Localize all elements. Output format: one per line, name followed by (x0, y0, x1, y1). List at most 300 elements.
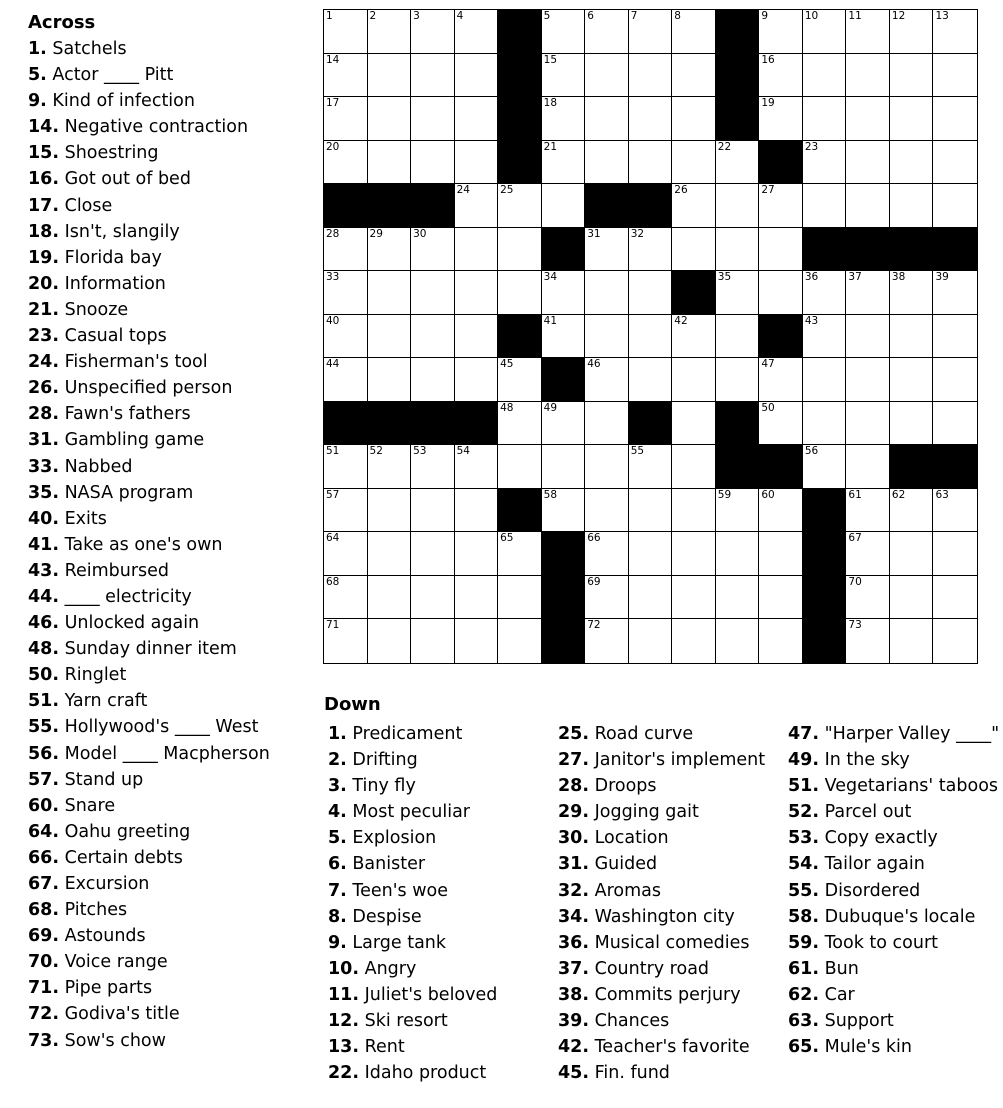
grid-cell[interactable] (803, 402, 847, 446)
grid-cell[interactable] (498, 358, 542, 402)
grid-cell[interactable] (324, 10, 368, 54)
clue-item[interactable] (28, 897, 318, 923)
grid-cell[interactable] (542, 10, 586, 54)
grid-cell[interactable] (933, 532, 977, 576)
cell-number: 8 (674, 10, 681, 22)
clue-item[interactable] (788, 773, 999, 799)
grid-cell[interactable] (455, 576, 499, 620)
clue-item[interactable] (28, 714, 318, 740)
down-clues-column-3 (788, 721, 999, 1060)
grid-cell[interactable] (411, 228, 455, 272)
clue-item[interactable] (558, 1060, 765, 1086)
clue-item[interactable] (28, 636, 318, 662)
grid-cell[interactable] (672, 576, 716, 620)
grid-cell[interactable] (890, 141, 934, 185)
clue-item[interactable] (28, 401, 318, 427)
grid-cell[interactable] (933, 619, 977, 663)
grid-cell[interactable] (368, 141, 412, 185)
grid-cell[interactable] (455, 271, 499, 315)
clue-item[interactable] (558, 982, 765, 1008)
clue-item[interactable] (558, 1034, 765, 1060)
grid-cell[interactable] (542, 489, 586, 533)
clue-item[interactable] (328, 851, 497, 877)
clue-item[interactable] (28, 1028, 318, 1054)
grid-cell[interactable] (455, 184, 499, 228)
clue-item[interactable] (28, 114, 318, 140)
grid-cell[interactable] (716, 228, 760, 272)
grid-cell[interactable] (759, 271, 803, 315)
grid-cell[interactable] (672, 141, 716, 185)
grid-cell[interactable] (672, 54, 716, 98)
clue-item[interactable] (28, 741, 318, 767)
clue-item[interactable] (558, 904, 765, 930)
grid-cell[interactable] (803, 184, 847, 228)
grid-cell[interactable] (585, 532, 629, 576)
clue-item[interactable] (328, 878, 497, 904)
grid-cell[interactable] (324, 489, 368, 533)
clue-item[interactable] (788, 1034, 999, 1060)
grid-cell[interactable] (846, 97, 890, 141)
clue-item[interactable] (788, 799, 999, 825)
grid-cell[interactable] (629, 141, 673, 185)
grid-cell[interactable] (803, 315, 847, 359)
grid-cell[interactable] (498, 402, 542, 446)
grid-cell[interactable] (759, 402, 803, 446)
grid-cell[interactable] (498, 445, 542, 489)
grid-cell[interactable] (411, 141, 455, 185)
clue-item[interactable] (788, 721, 999, 747)
grid-cell[interactable] (759, 54, 803, 98)
grid-cell[interactable] (585, 445, 629, 489)
clue-text: Tailor again (824, 854, 925, 875)
grid-cell[interactable] (542, 97, 586, 141)
clue-item[interactable] (28, 819, 318, 845)
grid-cell[interactable] (585, 54, 629, 98)
grid-cell[interactable] (716, 184, 760, 228)
grid-cell[interactable] (585, 271, 629, 315)
clue-item[interactable] (28, 506, 318, 532)
clue-item[interactable] (28, 271, 318, 297)
clue-text: Close (64, 195, 113, 216)
grid-cell[interactable] (716, 358, 760, 402)
clue-item[interactable] (28, 1001, 318, 1027)
clue-item[interactable] (558, 930, 765, 956)
clue-item[interactable] (328, 1034, 497, 1060)
clue-item[interactable] (558, 878, 765, 904)
grid-cell[interactable] (542, 445, 586, 489)
grid-cell[interactable] (629, 532, 673, 576)
grid-cell[interactable] (803, 141, 847, 185)
grid-cell[interactable] (933, 10, 977, 54)
grid-cell[interactable] (324, 141, 368, 185)
grid-cell[interactable] (455, 358, 499, 402)
grid-cell[interactable] (890, 358, 934, 402)
clue-item[interactable] (28, 480, 318, 506)
clue-item[interactable] (788, 1008, 999, 1034)
grid-cell[interactable] (629, 97, 673, 141)
grid-cell[interactable] (368, 445, 412, 489)
grid-cell[interactable] (846, 576, 890, 620)
clue-item[interactable] (28, 62, 318, 88)
grid-cell[interactable] (455, 315, 499, 359)
grid-cell[interactable] (498, 619, 542, 663)
grid-cell[interactable] (759, 358, 803, 402)
grid-cell[interactable] (455, 619, 499, 663)
grid-cell[interactable] (498, 576, 542, 620)
clue-number: 62. (788, 984, 820, 1005)
grid-cell[interactable] (368, 358, 412, 402)
grid-cell[interactable] (629, 271, 673, 315)
grid-cell[interactable] (629, 315, 673, 359)
grid-cell[interactable] (672, 532, 716, 576)
cell-number: 22 (717, 140, 732, 153)
grid-cell[interactable] (324, 97, 368, 141)
grid-cell[interactable] (629, 445, 673, 489)
clue-item[interactable] (328, 930, 497, 956)
grid-cell[interactable] (629, 228, 673, 272)
clue-item[interactable] (328, 1008, 497, 1034)
grid-cell[interactable] (759, 97, 803, 141)
grid-cell[interactable] (846, 141, 890, 185)
grid-cell[interactable] (890, 10, 934, 54)
grid-cell[interactable] (585, 10, 629, 54)
grid-cell[interactable] (455, 532, 499, 576)
clue-item[interactable] (28, 297, 318, 323)
grid-cell[interactable] (846, 184, 890, 228)
grid-cell[interactable] (716, 489, 760, 533)
grid-block (716, 97, 760, 141)
clue-item[interactable] (28, 193, 318, 219)
grid-cell[interactable] (324, 228, 368, 272)
grid-cell[interactable] (585, 489, 629, 533)
grid-cell[interactable] (846, 54, 890, 98)
grid-cell[interactable] (759, 619, 803, 663)
clue-item[interactable] (558, 773, 765, 799)
clue-item[interactable] (788, 930, 999, 956)
grid-cell[interactable] (759, 532, 803, 576)
grid-cell[interactable] (846, 271, 890, 315)
grid-cell[interactable] (542, 54, 586, 98)
clue-text: Stand up (64, 769, 144, 790)
grid-cell[interactable] (368, 315, 412, 359)
clue-item[interactable] (28, 454, 318, 480)
clue-item[interactable] (788, 747, 999, 773)
clue-item[interactable] (28, 949, 318, 975)
clue-number: 70. (28, 952, 60, 973)
cell-number: 6 (587, 10, 594, 22)
grid-cell[interactable] (716, 271, 760, 315)
clue-item[interactable] (558, 851, 765, 877)
clue-item[interactable] (328, 982, 497, 1008)
clue-item[interactable] (328, 773, 497, 799)
clue-item[interactable] (28, 793, 318, 819)
grid-cell[interactable] (585, 315, 629, 359)
crossword-grid[interactable] (323, 9, 978, 664)
clue-item[interactable] (28, 584, 318, 610)
grid-cell[interactable] (368, 54, 412, 98)
clue-text: Fin. fund (594, 1063, 670, 1084)
clue-number: 42. (558, 1037, 590, 1058)
grid-cell[interactable] (803, 445, 847, 489)
grid-cell[interactable] (629, 358, 673, 402)
grid-cell[interactable] (629, 576, 673, 620)
grid-cell[interactable] (629, 619, 673, 663)
grid-cell[interactable] (846, 358, 890, 402)
grid-cell[interactable] (411, 358, 455, 402)
clue-number: 9. (328, 932, 347, 953)
clue-item[interactable] (788, 904, 999, 930)
grid-cell[interactable] (716, 315, 760, 359)
clue-text: Unlocked again (64, 613, 200, 634)
grid-cell[interactable] (324, 358, 368, 402)
clue-number: 51. (28, 691, 60, 712)
grid-cell[interactable] (672, 402, 716, 446)
clue-text: Dubuque's locale (824, 906, 976, 927)
grid-cell[interactable] (585, 141, 629, 185)
grid-cell[interactable] (455, 54, 499, 98)
grid-cell[interactable] (411, 315, 455, 359)
cell-number: 23 (804, 140, 819, 153)
clue-item[interactable] (328, 956, 497, 982)
clue-text: Vegetarians' taboos (824, 776, 999, 797)
grid-cell[interactable] (846, 445, 890, 489)
grid-cell[interactable] (585, 97, 629, 141)
grid-cell[interactable] (933, 489, 977, 533)
clue-item[interactable] (28, 375, 318, 401)
grid-cell[interactable] (846, 532, 890, 576)
clue-text: Yarn craft (64, 691, 148, 712)
grid-cell[interactable] (803, 10, 847, 54)
clue-item[interactable] (28, 767, 318, 793)
clue-item[interactable] (28, 610, 318, 636)
grid-cell[interactable] (890, 271, 934, 315)
grid-cell[interactable] (324, 54, 368, 98)
clue-item[interactable] (788, 825, 999, 851)
grid-cell[interactable] (542, 315, 586, 359)
grid-cell[interactable] (585, 402, 629, 446)
grid-cell[interactable] (759, 184, 803, 228)
grid-cell[interactable] (890, 489, 934, 533)
grid-cell[interactable] (498, 271, 542, 315)
grid-cell[interactable] (890, 402, 934, 446)
clue-item[interactable] (28, 349, 318, 375)
grid-cell[interactable] (890, 576, 934, 620)
clue-item[interactable] (28, 166, 318, 192)
clue-item[interactable] (28, 662, 318, 688)
grid-cell[interactable] (324, 315, 368, 359)
grid-cell[interactable] (933, 97, 977, 141)
clue-item[interactable] (28, 140, 318, 166)
grid-cell[interactable] (324, 271, 368, 315)
grid-cell[interactable] (585, 358, 629, 402)
grid-cell[interactable] (411, 10, 455, 54)
clue-text: Certain debts (64, 847, 183, 868)
grid-cell[interactable] (368, 228, 412, 272)
grid-cell[interactable] (368, 10, 412, 54)
clue-item[interactable] (328, 904, 497, 930)
grid-cell[interactable] (455, 228, 499, 272)
grid-cell[interactable] (411, 619, 455, 663)
clue-item[interactable] (28, 427, 318, 453)
grid-cell[interactable] (411, 271, 455, 315)
clue-text: Copy exactly (824, 828, 938, 849)
grid-cell[interactable] (411, 489, 455, 533)
clue-item[interactable] (558, 747, 765, 773)
grid-cell[interactable] (368, 489, 412, 533)
grid-cell[interactable] (890, 532, 934, 576)
grid-cell[interactable] (324, 445, 368, 489)
grid-cell[interactable] (629, 489, 673, 533)
clue-number: 1. (28, 39, 47, 59)
grid-cell[interactable] (324, 619, 368, 663)
grid-cell[interactable] (455, 10, 499, 54)
grid-cell[interactable] (672, 445, 716, 489)
clue-text: Musical comedies (594, 932, 750, 953)
clue-item[interactable] (28, 923, 318, 949)
grid-cell[interactable] (368, 97, 412, 141)
clue-item[interactable] (788, 982, 999, 1008)
grid-cell[interactable] (716, 141, 760, 185)
grid-cell[interactable] (933, 315, 977, 359)
grid-cell[interactable] (585, 619, 629, 663)
grid-cell[interactable] (585, 576, 629, 620)
clue-item[interactable] (328, 1060, 497, 1086)
grid-cell[interactable] (759, 576, 803, 620)
grid-cell[interactable] (803, 271, 847, 315)
grid-cell[interactable] (368, 619, 412, 663)
grid-cell[interactable] (498, 532, 542, 576)
grid-cell[interactable] (716, 576, 760, 620)
clue-text: In the sky (824, 750, 910, 771)
grid-cell[interactable] (411, 445, 455, 489)
cell-number: 42 (674, 314, 688, 327)
grid-cell[interactable] (411, 54, 455, 98)
grid-cell[interactable] (759, 228, 803, 272)
grid-cell[interactable] (716, 619, 760, 663)
clue-item[interactable] (28, 219, 318, 245)
grid-cell[interactable] (368, 532, 412, 576)
grid-cell[interactable] (890, 54, 934, 98)
grid-cell[interactable] (455, 445, 499, 489)
grid-cell[interactable] (716, 532, 760, 576)
grid-cell[interactable] (890, 184, 934, 228)
grid-cell[interactable] (933, 358, 977, 402)
grid-cell[interactable] (846, 315, 890, 359)
grid-cell[interactable] (498, 228, 542, 272)
grid-cell[interactable] (759, 489, 803, 533)
grid-cell[interactable] (846, 10, 890, 54)
grid-cell[interactable] (933, 54, 977, 98)
grid-cell[interactable] (498, 184, 542, 228)
clue-item[interactable] (28, 88, 318, 114)
clue-item[interactable] (28, 871, 318, 897)
grid-cell[interactable] (542, 141, 586, 185)
grid-cell[interactable] (890, 619, 934, 663)
grid-cell[interactable] (324, 576, 368, 620)
clue-text: Pipe parts (64, 978, 153, 999)
grid-cell[interactable] (933, 184, 977, 228)
grid-cell[interactable] (803, 97, 847, 141)
grid-cell[interactable] (368, 576, 412, 620)
cell-number: 65 (500, 532, 514, 545)
cell-number: 68 (326, 575, 340, 588)
grid-block (803, 576, 847, 620)
clue-number: 63. (788, 1011, 820, 1032)
grid-cell[interactable] (672, 184, 716, 228)
clue-item[interactable] (788, 851, 999, 877)
grid-cell[interactable] (672, 489, 716, 533)
grid-cell[interactable] (933, 576, 977, 620)
grid-cell[interactable] (933, 141, 977, 185)
grid-cell[interactable] (803, 358, 847, 402)
grid-cell[interactable] (933, 271, 977, 315)
grid-cell[interactable] (803, 54, 847, 98)
grid-cell[interactable] (846, 489, 890, 533)
cell-number: 29 (369, 227, 383, 240)
clue-item[interactable] (328, 825, 497, 851)
clue-item[interactable] (558, 799, 765, 825)
grid-cell[interactable] (672, 97, 716, 141)
clue-item[interactable] (558, 721, 765, 747)
clue-item[interactable] (28, 323, 318, 349)
grid-cell[interactable] (890, 97, 934, 141)
grid-cell[interactable] (411, 97, 455, 141)
grid-cell[interactable] (542, 402, 586, 446)
clue-item[interactable] (328, 747, 497, 773)
grid-cell[interactable] (542, 184, 586, 228)
grid-cell[interactable] (368, 271, 412, 315)
grid-cell[interactable] (672, 10, 716, 54)
clue-text: Fawn's fathers (64, 404, 191, 425)
grid-cell[interactable] (629, 10, 673, 54)
clue-item[interactable] (28, 845, 318, 871)
grid-cell[interactable] (324, 532, 368, 576)
clue-text: Casual tops (64, 326, 167, 347)
grid-cell[interactable] (672, 315, 716, 359)
clue-item[interactable] (28, 975, 318, 1001)
grid-cell[interactable] (890, 315, 934, 359)
clue-item[interactable] (788, 956, 999, 982)
grid-cell[interactable] (672, 619, 716, 663)
grid-cell[interactable] (933, 402, 977, 446)
clue-item[interactable] (28, 245, 318, 271)
clue-item[interactable] (558, 825, 765, 851)
clue-item[interactable] (558, 1008, 765, 1034)
clue-item[interactable] (788, 878, 999, 904)
grid-cell[interactable] (846, 619, 890, 663)
clue-item[interactable] (28, 532, 318, 558)
grid-cell[interactable] (455, 97, 499, 141)
clue-item[interactable] (328, 721, 497, 747)
grid-cell[interactable] (411, 576, 455, 620)
grid-cell[interactable] (672, 358, 716, 402)
grid-cell[interactable] (672, 228, 716, 272)
clue-item[interactable] (28, 558, 318, 584)
clue-item[interactable] (328, 799, 497, 825)
grid-cell[interactable] (455, 489, 499, 533)
grid-cell[interactable] (759, 10, 803, 54)
grid-cell[interactable] (542, 271, 586, 315)
grid-cell[interactable] (455, 141, 499, 185)
clue-item[interactable] (28, 36, 318, 62)
grid-cell[interactable] (411, 532, 455, 576)
clue-item[interactable] (558, 956, 765, 982)
clue-item[interactable] (28, 688, 318, 714)
clue-text: Car (824, 984, 855, 1005)
grid-cell[interactable] (585, 228, 629, 272)
grid-cell[interactable] (846, 402, 890, 446)
grid-cell[interactable] (629, 54, 673, 98)
